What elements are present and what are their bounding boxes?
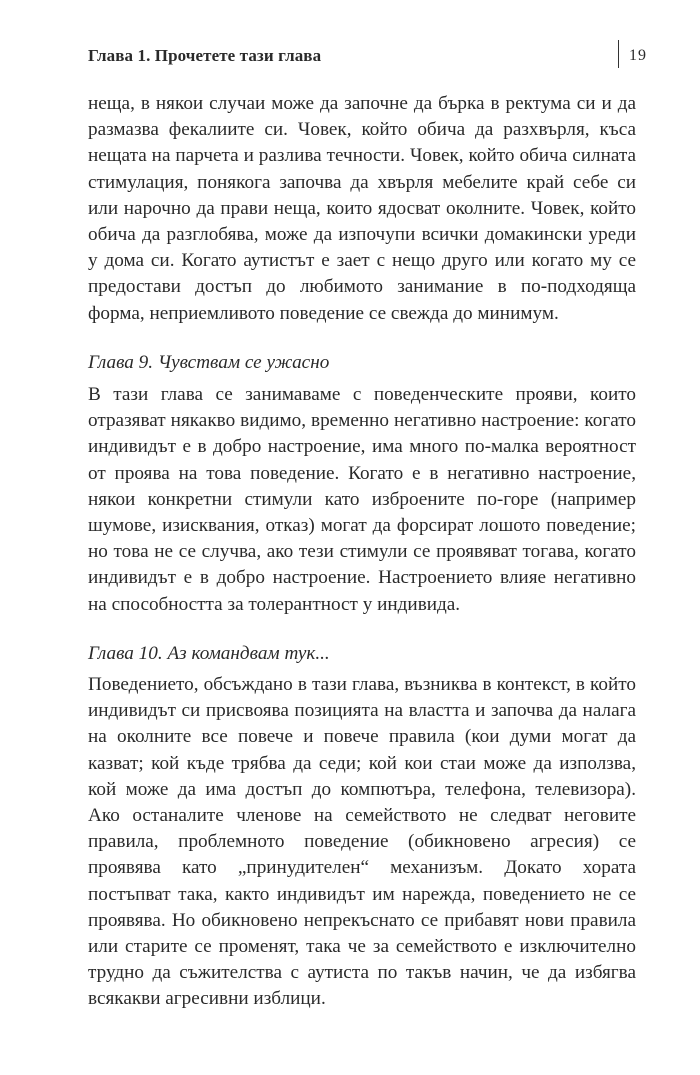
chapter-running-title: Глава 1. Прочетете тази глава	[88, 46, 322, 65]
running-header	[88, 46, 647, 76]
paragraph-continuation: неща, в някои случаи може да започне да бърка в ректума си и да размазва фекалиите си. Човек, който обича да разхвърля, къса нещата на парчета и разлива течности. Човек, който обича силната стимулация, понякога започва да хвърля мебелите край себе си или нарочно да прави неща, които ядосват околните. Човек, който обича да разглобява, може да изпочупи всички домакински уреди у дома си. Когато аутистът е зает с нещо друго или когато му се предостави достъп до любимото занимание в по-подходяща форма, неприемливото поведение се свежда до минимум.	[88, 93, 636, 324]
paragraph-chapter-9: В тази глава се занимаваме с поведенческите прояви, които отразяват някакво видимо, временно негативно настроение: когато индивидът е в добро настроение, има много по-малка вероятност от проява на това поведение. Когато е в негативно настроение, някои конкретни стимули като изброените по-горе (например шумове, изисквания, отказ) могат да форсират лошото поведение; но това не се случва, ако тези стимули се проявяват тогава, когато индивидът е в добро настроение. Настроението влияе негативно на способността за толерантност у индивида.	[88, 384, 636, 615]
section-heading-chapter-9: Глава 9. Чувствам се ужасно	[88, 352, 330, 373]
header-divider	[618, 40, 619, 68]
page-number: 19	[629, 47, 647, 64]
section-heading-chapter-10: Глава 10. Аз командвам тук...	[88, 643, 330, 664]
paragraph-chapter-10: Поведението, обсъждано в тази глава, възниква в контекст, в който индивидът си присвоява позицията на властта и започва да налага на околните все повече и повече правила (кои думи могат да казват; кой къде трябва да седи; кой кои стаи може да използва, кой може да има достъп до компютъра, телефона, телевизора). Ако останалите членове на семейството не следват неговите правила, проблемното поведение (обикновено агресия) се проявява като „принудителен“ механизъм. Докато хората постъпват така, както индивидът им нарежда, поведението не се проявява. Но обикновено непрекъснато се прибавят нови правила или старите се променят, така че за семейството е изключително трудно да съжителства с аутиста по такъв начин, че да избягва всякакви агресивни изблици.	[88, 674, 636, 1010]
